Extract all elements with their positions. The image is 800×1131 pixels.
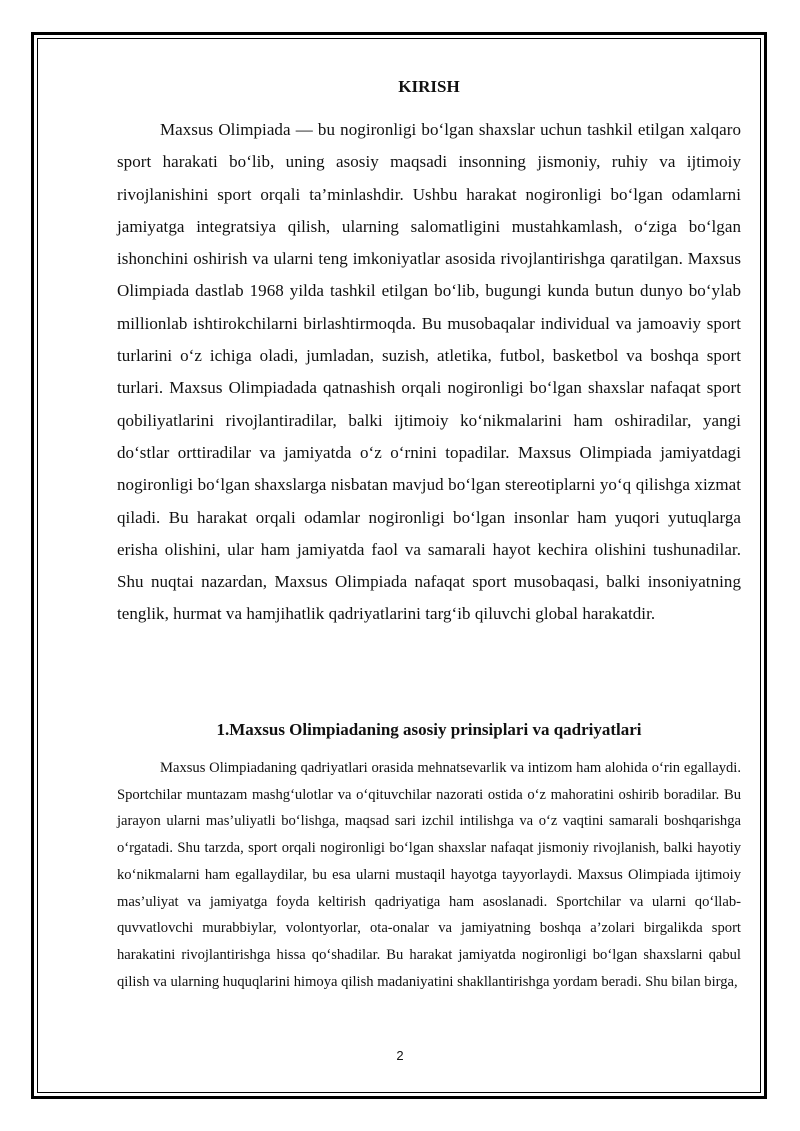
- page-number: 2: [396, 1048, 404, 1063]
- section-paragraph: Maxsus Olimpiadaning qadriyatlari orasida mehnatsevarlik va intizom ham alohida o‘rin egallaydi. Sportchilar muntazam mashg‘ulotlar va o‘qituvchilar nazorati ostida o‘z mahoratini oshirib boradilar. Bu jarayon ularni mas’uliyatli bo‘lishga, maqsad sari izchil intilishga va o‘z vaqtini samarali boshqarishga o‘rgatadi. Shu tarzda, sport orqali nogironligi bo‘lgan shaxslar nafaqat jismoniy rivojlanish, balki hayotiy ko‘nikmalarni ham egallaydilar, bu esa ularni mustaqil hayotga tayyorlaydi. Maxsus Olimpiada ijtimoiy mas’uliyat va jamiyatga foyda keltirish qadriyatiga ham asoslanadi. Sportchilar va ularni qo‘llab-quvvatlovchi murabbiylar, volontyorlar, ota-onalar va jamiyatning boshqa a’zolari birgalikda sport harakatini rivojlantirishga hissa qo‘shadilar. Bu harakat jamiyatda nogironligi bo‘lgan shaxslarni qabul qilish va ularning huquqlarini himoya qilish madaniyatini shakllantirishga yordam beradi. Shu bilan birga,: [117, 760, 741, 990]
- intro-paragraph: Maxsus Olimpiada — bu nogironligi bo‘lgan shaxslar uchun tashkil etilgan xalqaro sport harakati bo‘lib, uning asosiy maqsadi insonning jismoniy, ruhiy va ijtimoiy rivojlanishini sport orqali ta’minlashdir. Ushbu harakat nogironligi bo‘lgan odamlarni jamiyatga integratsiya qilish, ularning salomatligini mustahkamlash, o‘ziga bo‘lgan ishonchini oshirish va ularni teng imkoniyatlar asosida rivojlantirishga qaratilgan. Maxsus Olimpiada dastlab 1968 yilda tashkil etilgan bo‘lib, bugungi kunda butun dunyo bo‘ylab millionlab ishtirokchilarni birlashtirmoqda. Bu musobaqalar individual va jamoaviy sport turlarini o‘z ichiga oladi, jumladan, suzish, atletika, futbol, basketbol va boshqa sport turlari. Maxsus Olimpiadada qatnashish orqali nogironligi bo‘lgan shaxslar nafaqat sport qobiliyatlarini rivojlantiradilar, balki ijtimoiy ko‘nikmalarini ham oshiradilar, yangi do‘stlar orttiradilar va jamiyatda o‘z o‘rnini topadilar. Maxsus Olimpiada jamiyatdagi nogironligi bo‘lgan shaxslarga nisbatan mavjud bo‘lgan stereotiplarni yo‘q qilishga xizmat qiladi. Bu harakat orqali odamlar nogironligi bo‘lgan insonlar ham yuqori yutuqlarga erisha olishini, ular ham jamiyatda faol va samarali hayot kechira olishini tushunadilar. Shu nuqtai nazardan, Maxsus Olimpiada nafaqat sport musobaqasi, balki insoniyatning tenglik, hurmat va hamjihatlik qadriyatlarini targ‘ib qiluvchi global harakatdir.: [117, 120, 741, 624]
- section-heading: 1.Maxsus Olimpiadaning asosiy prinsiplari va qadriyatlari: [216, 720, 642, 739]
- document-title: KIRISH: [398, 77, 460, 96]
